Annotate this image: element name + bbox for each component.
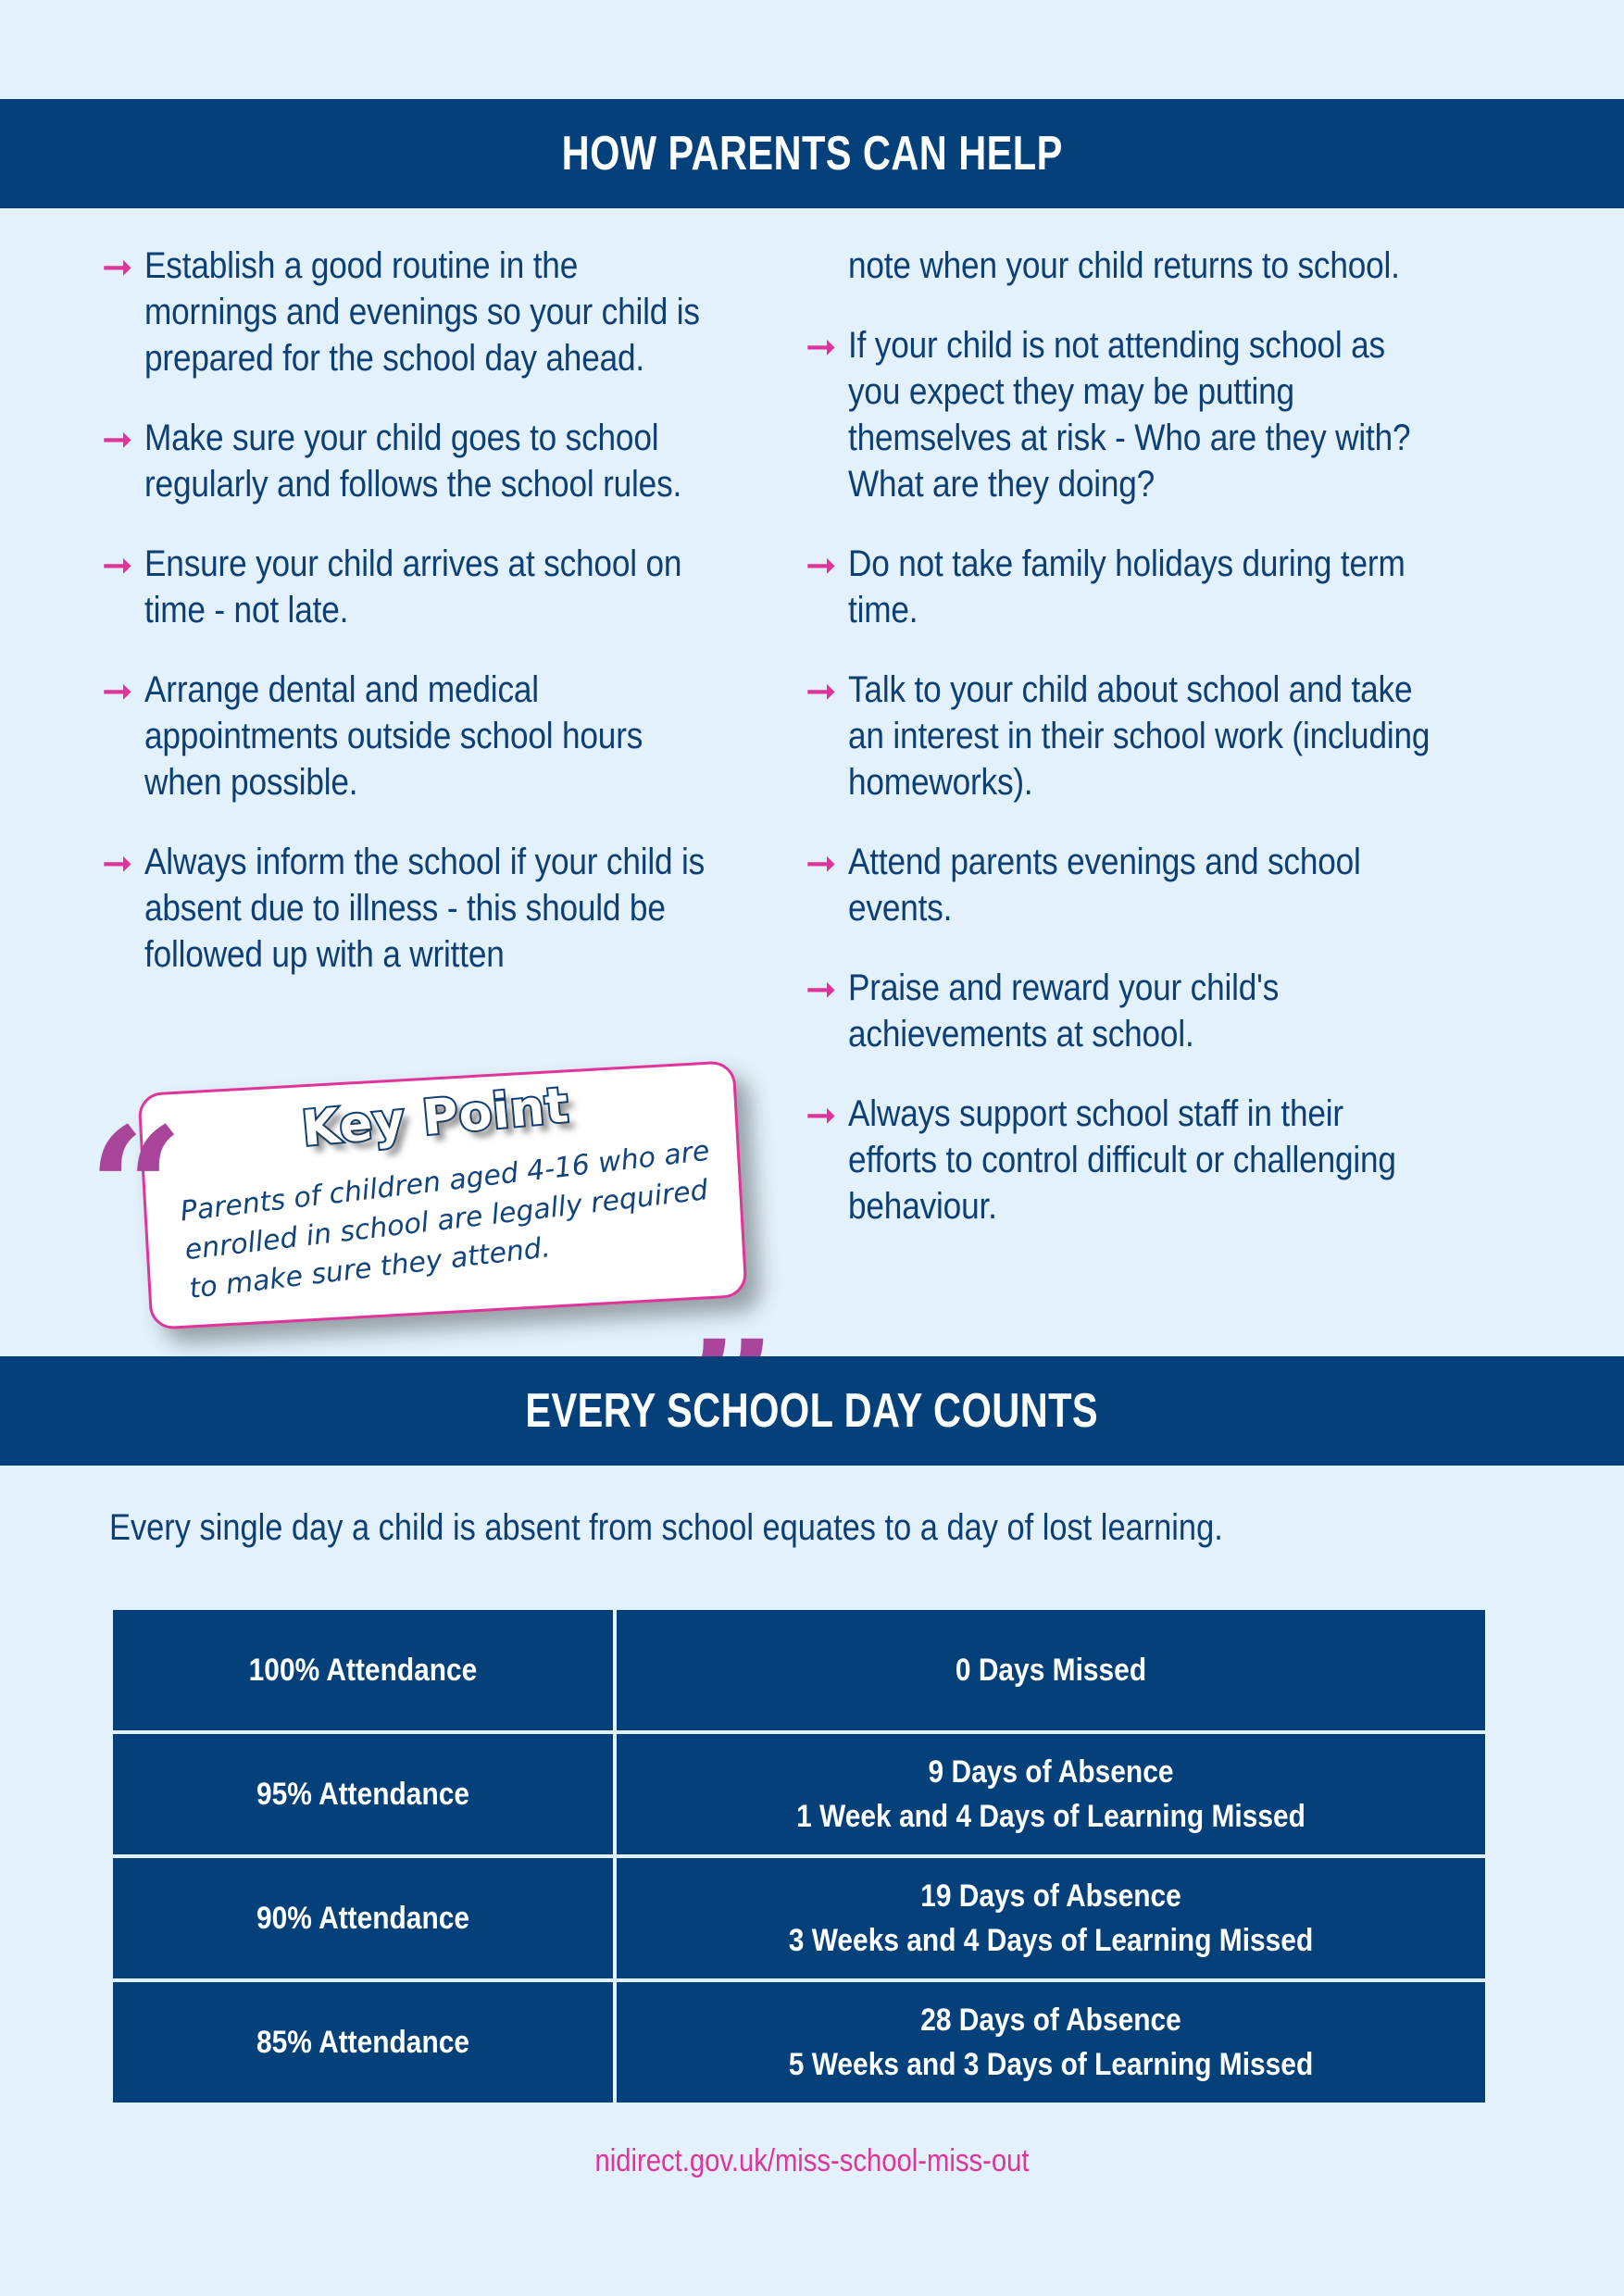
attendance-value: 95% Attendance <box>256 1777 470 1812</box>
list-item-text: Ensure your child arrives at school on time - not late. <box>144 543 682 630</box>
key-point-callout <box>88 1051 792 1347</box>
table-cell-days-missed <box>617 1734 1485 1854</box>
attendance-table <box>109 1606 1489 2106</box>
days-missed-line-1: 28 Days of Absence <box>920 2003 1181 2038</box>
table-cell-days-missed <box>617 1610 1485 1730</box>
list-item <box>102 415 787 507</box>
table-cell-attendance <box>113 1858 613 1978</box>
days-missed-line-1: 19 Days of Absence <box>920 1878 1181 1914</box>
arrow-right-icon: ➞ <box>102 842 133 885</box>
footer-url-link[interactable]: nidirect.gov.uk/miss-school-miss-out <box>594 2143 1030 2178</box>
arrow-right-icon: ➞ <box>806 842 837 885</box>
arrow-right-icon: ➞ <box>806 544 837 587</box>
list-item-text: Establish a good routine in the mornings and evenings so your child is prepared for the school day ahead. <box>144 245 700 379</box>
section-banner-every-school-day-counts <box>0 1356 1624 1466</box>
list-item-text: Do not take family holidays during term time. <box>848 543 1405 630</box>
list-item <box>806 839 1513 931</box>
table-cell-days-missed <box>617 1858 1485 1978</box>
table-row <box>113 1734 1485 1854</box>
arrow-right-icon: ➞ <box>806 670 837 713</box>
list-item <box>102 541 787 633</box>
banner-title-every-school-day-counts: EVERY SCHOOL DAY COUNTS <box>525 1384 1099 1438</box>
days-missed-line-2: 1 Week and 4 Days of Learning Missed <box>796 1799 1305 1834</box>
list-item <box>806 541 1513 633</box>
advice-column-right <box>796 243 1624 1263</box>
list-item-text: If your child is not attending school as you expect they may be putting themselves at risk - Who are they with? What are they doing? <box>848 325 1411 505</box>
list-item <box>102 839 787 978</box>
table-row <box>113 1858 1485 1978</box>
quote-open-icon: “ <box>88 1092 184 1287</box>
arrow-right-icon: ➞ <box>102 418 133 461</box>
arrow-right-icon: ➞ <box>102 544 133 587</box>
list-item-text: Always inform the school if your child is absent due to illness - this should be followed up with a written <box>144 842 706 975</box>
key-point-card-content <box>138 1060 743 1324</box>
days-missed-line-1: 0 Days Missed <box>955 1653 1147 1688</box>
list-item-text: Make sure your child goes to school regularly and follows the school rules. <box>144 418 682 505</box>
key-point-body-text: Parents of children aged 4-16 who are enrolled in school are legally required to make sure they attend. <box>178 1134 712 1305</box>
attendance-value: 85% Attendance <box>256 2025 470 2060</box>
list-item-text: Arrange dental and medical appointments outside school hours when possible. <box>144 669 643 803</box>
days-missed-line-2: 3 Weeks and 4 Days of Learning Missed <box>788 1923 1314 1958</box>
days-missed-line-2: 5 Weeks and 3 Days of Learning Missed <box>788 2047 1314 2082</box>
key-point-title: Key Point <box>299 1078 572 1158</box>
list-item-text: Talk to your child about school and take an interest in their school work (including homeworks). <box>848 669 1430 803</box>
arrow-right-icon: ➞ <box>102 670 133 713</box>
list-item <box>102 667 787 805</box>
arrow-right-icon: ➞ <box>806 968 837 1011</box>
section-banner-how-parents-can-help <box>0 99 1624 208</box>
list-item-continuation-text: note when your child returns to school. <box>848 245 1400 286</box>
table-cell-days-missed <box>617 1982 1485 2103</box>
list-item-text: Attend parents evenings and school events. <box>848 842 1361 929</box>
list-item <box>806 1091 1513 1229</box>
table-cell-attendance <box>113 1610 613 1730</box>
list-item-text: Always support school staff in their efforts to control difficult or challenging behaviour. <box>848 1093 1396 1227</box>
arrow-right-icon: ➞ <box>806 1094 837 1137</box>
lost-learning-intro: Every single day a child is absent from school equates to a day of lost learning. <box>109 1507 1223 1548</box>
days-missed-line-1: 9 Days of Absence <box>928 1754 1174 1790</box>
arrow-right-icon: ➞ <box>102 246 133 289</box>
list-item <box>102 243 787 381</box>
table-row <box>113 1610 1485 1730</box>
attendance-value: 100% Attendance <box>248 1653 478 1688</box>
table-cell-attendance <box>113 1982 613 2103</box>
list-item-text: Praise and reward your child's achievements at school. <box>848 967 1280 1054</box>
banner-title-how-parents-can-help: HOW PARENTS CAN HELP <box>561 127 1063 181</box>
list-item <box>806 322 1513 507</box>
table-row <box>113 1982 1485 2103</box>
list-item <box>806 965 1513 1057</box>
list-item <box>806 667 1513 805</box>
table-cell-attendance <box>113 1734 613 1854</box>
attendance-value: 90% Attendance <box>256 1901 470 1936</box>
arrow-right-icon: ➞ <box>806 326 837 368</box>
